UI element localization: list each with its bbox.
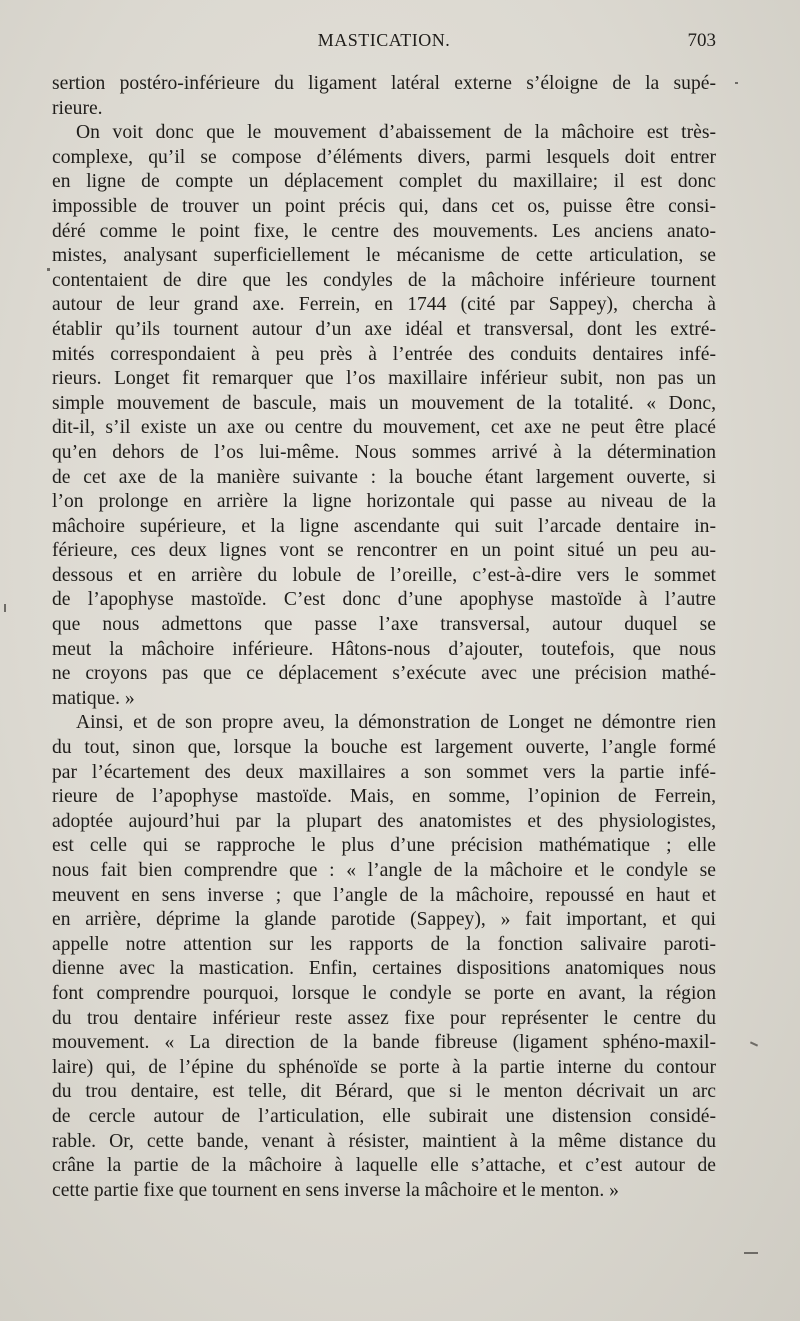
text-line: mâchoire supérieure, et la ligne ascendante qui suit l’arcade dentaire in- [52, 515, 716, 537]
margin-speck [4, 604, 6, 612]
text-line: Ainsi, et de son propre aveu, la démonstration de Longet ne démontre rien [76, 712, 716, 734]
text-line: appelle notre attention sur les rapports de la fonction salivaire paroti- [52, 933, 716, 955]
text-line: contentaient de dire que les condyles de la mâchoire inférieure tournent [52, 269, 716, 291]
text-line: établir qu’ils tournent autour d’un axe idéal et transversal, dont les extré- [52, 318, 716, 340]
text-line: qu’en dehors de l’os lui-même. Nous sommes arrivé à la détermination [52, 441, 716, 463]
text-line: en ligne de compte un déplacement complet du maxillaire; il est donc [52, 171, 716, 193]
text-line: matique. » [52, 687, 135, 709]
text-line: férieure, ces deux lignes vont se rencontrer en un point situé un peu au- [52, 540, 716, 562]
text-line: dessous et en arrière du lobule de l’oreille, c’est-à-dire vers le sommet [52, 564, 716, 586]
text-line: est celle qui se rapproche le plus d’une précision mathématique ; elle [52, 835, 716, 857]
text-line: mistes, analysant superficiellement le mécanisme de cette articulation, se [52, 245, 716, 267]
text-line: impossible de trouver un point précis qui, dans cet os, puisse être consi- [52, 195, 716, 217]
text-line: de cet axe de la manière suivante : la bouche étant largement ouverte, si [52, 466, 716, 488]
text-line: crâne la partie de la mâchoire à laquelle elle s’attache, et c’est autour de [52, 1155, 716, 1177]
text-line: autour de leur grand axe. Ferrein, en 1744 (cité par Sappey), chercha à [52, 294, 716, 316]
text-line: du trou dentaire inférieur reste assez fixe pour représenter le centre du [52, 1007, 716, 1029]
page-number: 703 [687, 30, 716, 51]
text-line: dit-il, s’il existe un axe ou centre du mouvement, cet axe ne peut être placé [52, 417, 716, 439]
text-line: rieure de l’apophyse mastoïde. Mais, en somme, l’opinion de Ferrein, [52, 786, 716, 808]
text-line: de l’apophyse mastoïde. C’est donc d’une apophyse mastoïde à l’autre [52, 589, 716, 611]
text-line: du tout, sinon que, lorsque la bouche est largement ouverte, l’angle formé [52, 737, 716, 759]
running-title: MASTICATION. [317, 30, 451, 50]
text-line: rieurs. Longet fit remarquer que l’os maxillaire inférieur subit, non pas un [52, 368, 716, 390]
text-line: simple mouvement de bascule, mais un mouvement de la totalité. « Donc, [52, 392, 716, 414]
text-line: rieure. [52, 97, 103, 119]
text-line: adoptée aujourd’hui par la plupart des anatomistes et des physiologistes, [52, 810, 716, 832]
text-line: nous fait bien comprendre que : « l’angle de la mâchoire et le condyle se [52, 860, 716, 881]
text-line: meuvent en sens inverse ; que l’angle de la mâchoire, repoussé en haut et [52, 884, 716, 906]
margin-speck [750, 1041, 758, 1046]
text-line: en arrière, déprime la glande parotide (Sappey), » fait important, et qui [52, 909, 716, 931]
text-line: font comprendre pourquoi, lorsque le condyle se porte en avant, la région [52, 982, 716, 1004]
text-line: ne croyons pas que ce déplacement s’exécute avec une précision mathé- [52, 663, 716, 685]
page-header [52, 30, 716, 56]
text-line: laire) qui, de l’épine du sphénoïde se porte à la partie interne du contour [52, 1056, 716, 1078]
text-line: de cercle autour de l’articulation, elle subirait une distension considé- [52, 1105, 716, 1127]
margin-speck [744, 1252, 758, 1254]
text-line: mités correspondaient à peu près à l’entrée des conduits dentaires infé- [52, 343, 716, 365]
margin-speck [735, 82, 738, 84]
text-line: dienne avec la mastication. Enfin, certaines dispositions anatomiques nous [52, 958, 716, 980]
text-line: complexe, qu’il se compose d’éléments divers, parmi lesquels doit entrer [52, 146, 716, 168]
text-line: l’on prolonge en arrière la ligne horizontale qui passe au niveau de la [52, 491, 716, 513]
text-line: que nous admettons que passe l’axe transversal, autour duquel se [52, 614, 716, 636]
text-line: cette partie fixe que tournent en sens inverse la mâchoire et le menton. » [52, 1179, 619, 1201]
text-line: mouvement. « La direction de la bande fibreuse (ligament sphéno-maxil- [52, 1032, 716, 1054]
text-line: déré comme le point fixe, le centre des mouvements. Les anciens anato- [52, 220, 716, 242]
text-line: par l’écartement des deux maxillaires a son sommet vers la partie infé- [52, 761, 716, 783]
text-line: On voit donc que le mouvement d’abaissement de la mâchoire est très- [76, 122, 716, 144]
text-line: sertion postéro-inférieure du ligament latéral externe s’éloigne de la supé- [52, 73, 716, 94]
margin-speck [47, 268, 50, 271]
text-line: rable. Or, cette bande, venant à résister, maintient à la même distance du [52, 1130, 716, 1152]
text-line: meut la mâchoire inférieure. Hâtons-nous d’ajouter, toutefois, que nous [52, 638, 716, 660]
text-line: du trou dentaire, est telle, dit Bérard, que si le menton décrivait un arc [52, 1081, 716, 1103]
body-text [52, 72, 716, 1203]
